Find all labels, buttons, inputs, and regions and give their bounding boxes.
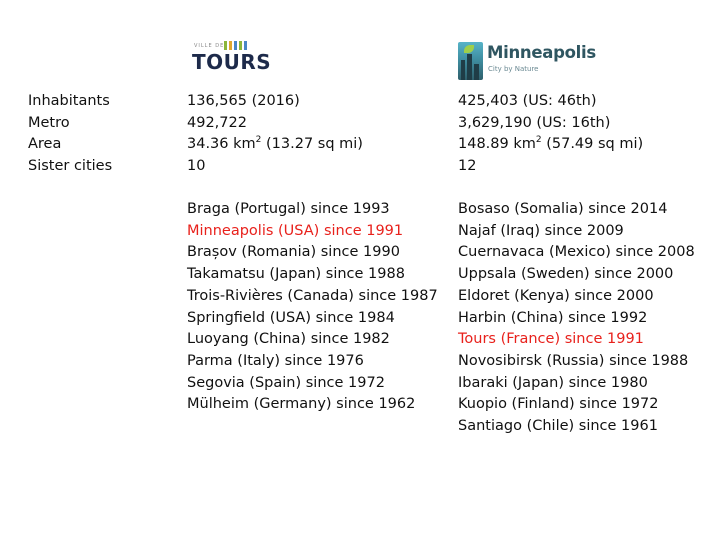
tours-logo-bar — [244, 41, 247, 50]
row-labels — [28, 91, 112, 178]
minneapolis-inhabitants: 425,403 (US: 46th) — [458, 93, 597, 109]
sister-city-item: Cuernavaca (Mexico) since 2008 — [458, 244, 695, 261]
sister-city-item-highlighted: Minneapolis (USA) since 1991 — [187, 222, 404, 239]
sister-city-item: Eldoret (Kenya) since 2000 — [458, 287, 654, 304]
tours-logo — [192, 41, 272, 73]
tours-logo-word: TOURS — [192, 50, 272, 74]
sister-city-item: Brașov (Romania) since 1990 — [187, 244, 400, 261]
tours-logo-small-text: VILLE DE — [194, 43, 225, 49]
sister-city-item: Parma (Italy) since 1976 — [187, 352, 364, 369]
label-area: Area — [28, 136, 62, 153]
sister-city-item: Trois-Rivières (Canada) since 1987 — [187, 287, 438, 304]
sister-city-item: Kuopio (Finland) since 1972 — [458, 396, 659, 413]
label-sister-cities: Sister cities — [28, 158, 113, 175]
sister-city-item: Braga (Portugal) since 1993 — [187, 201, 390, 217]
minneapolis-sister-count: 12 — [458, 158, 477, 175]
sister-city-item: Segovia (Spain) since 1972 — [187, 374, 385, 391]
sister-city-item: Harbin (China) since 1992 — [458, 309, 648, 326]
tours-logo-bar — [229, 41, 232, 50]
tours-logo-bar — [239, 41, 242, 50]
minneapolis-logo-tagline: City by Nature — [488, 65, 539, 73]
sister-city-item: Bosaso (Somalia) since 2014 — [458, 201, 668, 217]
sister-city-item-highlighted: Tours (France) since 1991 — [458, 331, 644, 348]
minneapolis-metro: 3,629,190 (US: 16th) — [458, 114, 611, 131]
minneapolis-skyline-icon — [458, 42, 483, 80]
tours-logo-bars — [224, 41, 247, 50]
sister-city-item: Santiago (Chile) since 1961 — [458, 418, 658, 435]
sister-city-item: Springfield (USA) since 1984 — [187, 309, 395, 326]
sister-city-item: Mülheim (Germany) since 1962 — [187, 396, 416, 413]
label-inhabitants: Inhabitants — [28, 93, 110, 109]
tours-metro: 492,722 — [187, 114, 247, 131]
minneapolis-stats — [458, 91, 643, 178]
minneapolis-logo-word: Minneapolis — [487, 43, 596, 62]
tours-logo-bar — [224, 41, 227, 50]
sister-city-item: Uppsala (Sweden) since 2000 — [458, 266, 674, 283]
minneapolis-logo — [458, 41, 596, 81]
sister-city-item: Novosibirsk (Russia) since 1988 — [458, 352, 689, 369]
tours-sister-count: 10 — [187, 158, 206, 175]
sister-city-item: Ibaraki (Japan) since 1980 — [458, 374, 648, 391]
tours-inhabitants: 136,565 (2016) — [187, 93, 300, 109]
minneapolis-sister-cities-list — [458, 199, 695, 438]
tours-area: 34.36 $km^2$ (13.27 sq mi) — [187, 135, 363, 153]
label-metro: Metro — [28, 114, 70, 131]
tours-stats — [187, 91, 363, 178]
sister-city-item: Najaf (Iraq) since 2009 — [458, 222, 624, 239]
minneapolis-area: 148.89 $km^2$ (57.49 sq mi) — [458, 135, 644, 153]
tours-sister-cities-list — [187, 199, 438, 416]
sister-city-item: Luoyang (China) since 1982 — [187, 331, 390, 348]
tours-logo-bar — [234, 41, 237, 50]
sister-city-item: Takamatsu (Japan) since 1988 — [187, 266, 405, 283]
